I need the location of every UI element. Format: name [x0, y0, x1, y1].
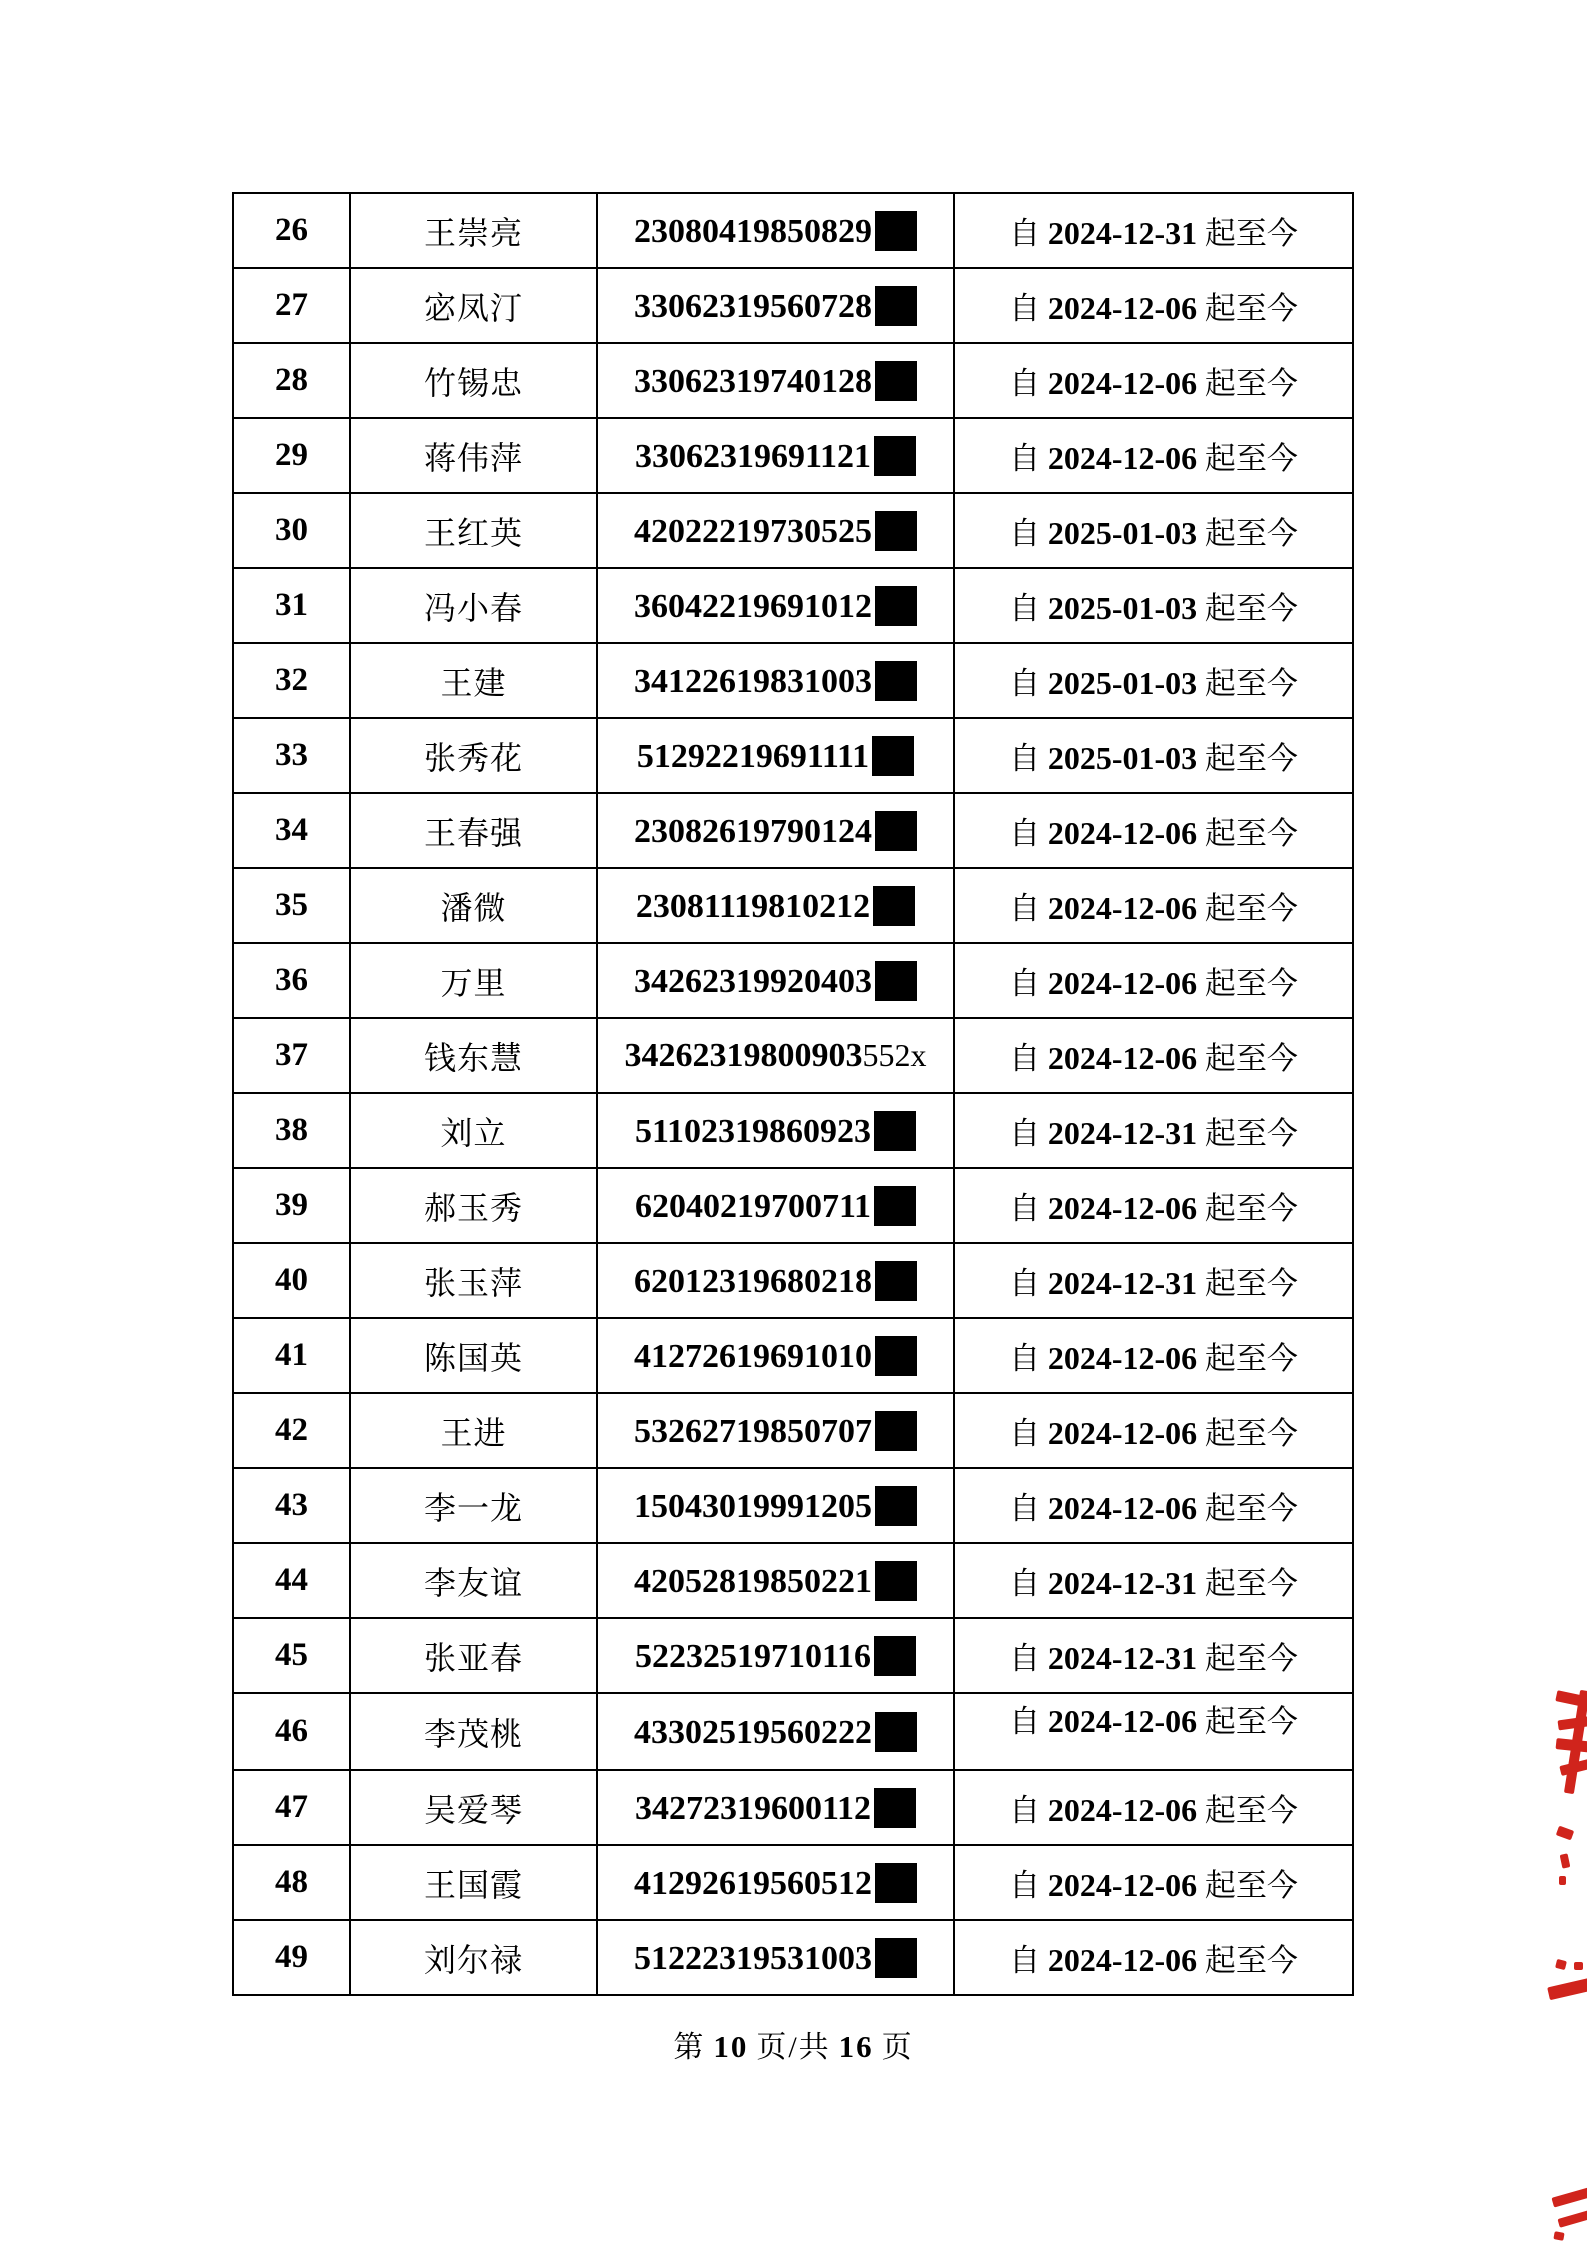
date-suffix: 起至今 — [1197, 816, 1298, 851]
person-name: 王建 — [350, 643, 597, 718]
id-digits: 53262719850707 — [634, 1412, 872, 1450]
id-digits: 36042219691012 — [634, 587, 872, 625]
person-name: 吴爱琴 — [350, 1770, 597, 1845]
redaction-box — [874, 1788, 916, 1828]
date-value: 2024-12-06 — [1047, 1190, 1198, 1226]
id-number-cell — [597, 1018, 954, 1093]
id-number-cell — [597, 868, 954, 943]
date-suffix: 起至今 — [1197, 966, 1298, 1001]
table-row — [233, 1618, 1353, 1693]
table-row — [233, 1243, 1353, 1318]
id-number-cell — [597, 1770, 954, 1845]
date-suffix: 起至今 — [1197, 1704, 1298, 1739]
row-number: 49 — [233, 1920, 350, 1995]
table-row — [233, 268, 1353, 343]
redaction-box — [875, 511, 917, 551]
date-prefix: 自 — [1009, 1868, 1048, 1903]
id-number-cell — [597, 943, 954, 1018]
table-row — [233, 643, 1353, 718]
date-range-cell — [954, 1845, 1353, 1920]
row-number: 43 — [233, 1468, 350, 1543]
row-number: 30 — [233, 493, 350, 568]
id-digits: 33062319560728 — [634, 287, 872, 325]
person-name: 蒋伟萍 — [350, 418, 597, 493]
id-number-cell — [597, 268, 954, 343]
person-name: 郝玉秀 — [350, 1168, 597, 1243]
id-number-cell — [597, 1468, 954, 1543]
id-digits: 33062319691121 — [634, 437, 872, 475]
date-suffix: 起至今 — [1197, 1116, 1298, 1151]
id-digits: 34122619831003 — [634, 662, 872, 700]
date-suffix: 起至今 — [1197, 216, 1298, 251]
date-prefix: 自 — [1009, 291, 1048, 326]
date-value: 2025-01-03 — [1047, 740, 1198, 776]
date-range-cell — [954, 718, 1353, 793]
person-name: 刘尔禄 — [350, 1920, 597, 1995]
date-suffix: 起至今 — [1197, 366, 1298, 401]
table-row — [233, 1845, 1353, 1920]
date-value: 2024-12-06 — [1047, 290, 1198, 326]
table-row — [233, 1093, 1353, 1168]
date-prefix: 自 — [1009, 741, 1048, 776]
row-number: 28 — [233, 343, 350, 418]
date-range-cell — [954, 418, 1353, 493]
row-number: 39 — [233, 1168, 350, 1243]
date-value: 2024-12-06 — [1047, 365, 1198, 401]
date-range-cell — [954, 868, 1353, 943]
redaction-box — [875, 211, 917, 251]
redaction-box — [875, 811, 917, 851]
id-number-cell — [597, 1318, 954, 1393]
person-name: 李友谊 — [350, 1543, 597, 1618]
date-range-cell — [954, 1468, 1353, 1543]
redaction-box — [875, 1712, 917, 1752]
id-number-cell — [597, 493, 954, 568]
table-row — [233, 1468, 1353, 1543]
date-prefix: 自 — [1009, 1266, 1048, 1301]
id-digits: 15043019991205 — [634, 1487, 872, 1525]
date-prefix: 自 — [1009, 591, 1048, 626]
redaction-box — [875, 1863, 917, 1903]
table-row — [233, 568, 1353, 643]
date-range-cell — [954, 343, 1353, 418]
date-value: 2025-01-03 — [1047, 590, 1198, 626]
date-value: 2024-12-06 — [1047, 1792, 1198, 1828]
person-name: 王春强 — [350, 793, 597, 868]
redaction-box — [875, 1938, 917, 1978]
row-number: 41 — [233, 1318, 350, 1393]
person-name: 竹锡忠 — [350, 343, 597, 418]
redaction-box — [875, 1486, 917, 1526]
id-digits: 42052819850221 — [634, 1562, 872, 1600]
row-number: 40 — [233, 1243, 350, 1318]
date-range-cell — [954, 1770, 1353, 1845]
red-seal-fragment — [1557, 1828, 1587, 1888]
redaction-box — [874, 1186, 916, 1226]
table-row — [233, 943, 1353, 1018]
id-number-cell — [597, 1093, 954, 1168]
redaction-box — [872, 736, 914, 776]
id-digits: 62012319680218 — [634, 1262, 872, 1300]
date-prefix: 自 — [1009, 216, 1048, 251]
date-prefix: 自 — [1009, 1641, 1048, 1676]
redaction-box — [874, 1111, 916, 1151]
id-digits: 41292619560512 — [634, 1864, 872, 1902]
id-number-cell — [597, 568, 954, 643]
date-suffix: 起至今 — [1197, 1416, 1298, 1451]
table-row — [233, 1693, 1353, 1770]
date-suffix: 起至今 — [1197, 1943, 1298, 1978]
person-name: 潘微 — [350, 868, 597, 943]
date-suffix: 起至今 — [1197, 516, 1298, 551]
red-seal-fragment — [1548, 1960, 1587, 2012]
row-number: 44 — [233, 1543, 350, 1618]
date-value: 2024-12-06 — [1047, 1340, 1198, 1376]
id-digits: 51292219691111 — [636, 737, 870, 775]
id-number-cell — [597, 1543, 954, 1618]
table-row — [233, 1318, 1353, 1393]
records-table — [232, 192, 1354, 1996]
date-suffix: 起至今 — [1197, 741, 1298, 776]
date-suffix: 起至今 — [1197, 891, 1298, 926]
redaction-box — [875, 1336, 917, 1376]
date-range-cell — [954, 568, 1353, 643]
date-range-cell — [954, 1393, 1353, 1468]
row-number: 42 — [233, 1393, 350, 1468]
date-prefix: 自 — [1009, 1943, 1048, 1978]
person-name: 李茂桃 — [350, 1693, 597, 1770]
date-value: 2024-12-06 — [1047, 1867, 1198, 1903]
id-digits: 34262319800903 — [624, 1036, 863, 1074]
footer-page-number: 10 — [713, 2029, 749, 2064]
date-prefix: 自 — [1009, 966, 1048, 1001]
row-number: 47 — [233, 1770, 350, 1845]
redaction-box — [875, 286, 917, 326]
row-number: 29 — [233, 418, 350, 493]
date-prefix: 自 — [1009, 516, 1048, 551]
table-row — [233, 1920, 1353, 1995]
footer-total-pages: 16 — [838, 2029, 874, 2064]
redaction-box — [874, 1636, 916, 1676]
row-number: 38 — [233, 1093, 350, 1168]
id-number-cell — [597, 343, 954, 418]
date-prefix: 自 — [1009, 816, 1048, 851]
person-name: 陈国英 — [350, 1318, 597, 1393]
person-name: 钱东慧 — [350, 1018, 597, 1093]
row-number: 27 — [233, 268, 350, 343]
date-value: 2025-01-03 — [1047, 515, 1198, 551]
date-suffix: 起至今 — [1197, 1793, 1298, 1828]
date-range-cell — [954, 493, 1353, 568]
footer-word-no: 第 — [673, 2031, 706, 2064]
id-digits: 34262319920403 — [634, 962, 872, 1000]
person-name: 万里 — [350, 943, 597, 1018]
row-number: 37 — [233, 1018, 350, 1093]
id-digits: 42022219730525 — [634, 512, 872, 550]
redaction-box — [875, 1411, 917, 1451]
date-suffix: 起至今 — [1197, 1868, 1298, 1903]
date-range-cell — [954, 193, 1353, 268]
redaction-box — [875, 586, 917, 626]
person-name: 张秀花 — [350, 718, 597, 793]
person-name: 张亚春 — [350, 1618, 597, 1693]
date-prefix: 自 — [1009, 666, 1048, 701]
row-number: 34 — [233, 793, 350, 868]
date-range-cell — [954, 1018, 1353, 1093]
redaction-box — [875, 1561, 917, 1601]
id-number-cell — [597, 193, 954, 268]
table-row — [233, 1543, 1353, 1618]
date-value: 2024-12-06 — [1047, 1703, 1198, 1739]
date-value: 2024-12-06 — [1047, 1415, 1198, 1451]
date-range-cell — [954, 268, 1353, 343]
id-number-cell — [597, 1393, 954, 1468]
date-value: 2024-12-06 — [1047, 440, 1198, 476]
date-range-cell — [954, 1693, 1353, 1770]
date-range-cell — [954, 1168, 1353, 1243]
page-footer — [0, 2022, 1587, 2066]
table-row — [233, 868, 1353, 943]
date-suffix: 起至今 — [1197, 1191, 1298, 1226]
date-prefix: 自 — [1009, 1191, 1048, 1226]
row-number: 46 — [233, 1693, 350, 1770]
table-row — [233, 418, 1353, 493]
date-value: 2024-12-06 — [1047, 890, 1198, 926]
id-number-cell — [597, 1168, 954, 1243]
table-row — [233, 343, 1353, 418]
person-name: 王国霞 — [350, 1845, 597, 1920]
table-row — [233, 1018, 1353, 1093]
table-row — [233, 1393, 1353, 1468]
id-digits: 51102319860923 — [634, 1112, 872, 1150]
id-number-cell — [597, 1618, 954, 1693]
date-value: 2024-12-31 — [1047, 1115, 1198, 1151]
date-range-cell — [954, 1318, 1353, 1393]
id-digits: 52232519710116 — [634, 1637, 872, 1675]
date-range-cell — [954, 1093, 1353, 1168]
date-suffix: 起至今 — [1197, 1041, 1298, 1076]
id-digits: 23082619790124 — [634, 812, 872, 850]
date-range-cell — [954, 793, 1353, 868]
date-suffix: 起至今 — [1197, 291, 1298, 326]
date-prefix: 自 — [1009, 366, 1048, 401]
date-prefix: 自 — [1009, 891, 1048, 926]
id-digits: 62040219700711 — [634, 1187, 872, 1225]
id-digits: 51222319531003 — [634, 1939, 872, 1977]
id-digits: 23080419850829 — [634, 212, 872, 250]
date-prefix: 自 — [1009, 1491, 1048, 1526]
redaction-box — [873, 886, 915, 926]
red-seal-fragment — [1550, 2188, 1587, 2245]
person-name: 李一龙 — [350, 1468, 597, 1543]
id-number-cell — [597, 1243, 954, 1318]
date-value: 2024-12-31 — [1047, 215, 1198, 251]
row-number: 36 — [233, 943, 350, 1018]
date-suffix: 起至今 — [1197, 666, 1298, 701]
date-value: 2024-12-31 — [1047, 1565, 1198, 1601]
redaction-box — [874, 436, 916, 476]
id-digits: 41272619691010 — [634, 1337, 872, 1375]
footer-word-of: 页/共 — [756, 2031, 831, 2064]
row-number: 35 — [233, 868, 350, 943]
id-number-cell — [597, 1920, 954, 1995]
id-number-cell — [597, 793, 954, 868]
id-digits: 23081119810212 — [635, 887, 871, 925]
date-suffix: 起至今 — [1197, 441, 1298, 476]
person-name: 王红英 — [350, 493, 597, 568]
table-row — [233, 193, 1353, 268]
row-number: 45 — [233, 1618, 350, 1693]
table-row — [233, 718, 1353, 793]
id-digits: 33062319740128 — [634, 362, 872, 400]
person-name: 冯小春 — [350, 568, 597, 643]
date-suffix: 起至今 — [1197, 591, 1298, 626]
date-value: 2024-12-06 — [1047, 965, 1198, 1001]
date-suffix: 起至今 — [1197, 1641, 1298, 1676]
person-name: 王崇亮 — [350, 193, 597, 268]
date-value: 2024-12-06 — [1047, 1942, 1198, 1978]
id-digits: 34272319600112 — [634, 1789, 872, 1827]
date-value: 2024-12-06 — [1047, 1040, 1198, 1076]
date-value: 2024-12-31 — [1047, 1265, 1198, 1301]
date-value: 2024-12-06 — [1047, 815, 1198, 851]
id-suffix: 552x — [862, 1036, 927, 1073]
date-value: 2025-01-03 — [1047, 665, 1198, 701]
date-range-cell — [954, 1543, 1353, 1618]
person-name: 宓凤汀 — [350, 268, 597, 343]
date-suffix: 起至今 — [1197, 1491, 1298, 1526]
records-table-body — [233, 193, 1353, 1995]
date-prefix: 自 — [1009, 1416, 1048, 1451]
date-suffix: 起至今 — [1197, 1341, 1298, 1376]
table-row — [233, 793, 1353, 868]
id-number-cell — [597, 418, 954, 493]
redaction-box — [875, 361, 917, 401]
date-prefix: 自 — [1009, 1116, 1048, 1151]
person-name: 王进 — [350, 1393, 597, 1468]
date-prefix: 自 — [1009, 441, 1048, 476]
id-number-cell — [597, 718, 954, 793]
date-range-cell — [954, 643, 1353, 718]
row-number: 33 — [233, 718, 350, 793]
date-prefix: 自 — [1009, 1341, 1048, 1376]
date-range-cell — [954, 1618, 1353, 1693]
red-seal-fragment — [1556, 1688, 1587, 1800]
row-number: 48 — [233, 1845, 350, 1920]
person-name: 张玉萍 — [350, 1243, 597, 1318]
table-row — [233, 1770, 1353, 1845]
date-suffix: 起至今 — [1197, 1566, 1298, 1601]
table-row — [233, 1168, 1353, 1243]
date-prefix: 自 — [1009, 1704, 1048, 1739]
date-prefix: 自 — [1009, 1793, 1048, 1828]
date-prefix: 自 — [1009, 1041, 1048, 1076]
row-number: 26 — [233, 193, 350, 268]
date-range-cell — [954, 1243, 1353, 1318]
id-number-cell — [597, 643, 954, 718]
footer-word-page: 页 — [881, 2031, 914, 2064]
redaction-box — [875, 1261, 917, 1301]
row-number: 31 — [233, 568, 350, 643]
date-value: 2024-12-31 — [1047, 1640, 1198, 1676]
date-range-cell — [954, 943, 1353, 1018]
id-digits: 43302519560222 — [634, 1713, 872, 1751]
date-value: 2024-12-06 — [1047, 1490, 1198, 1526]
row-number: 32 — [233, 643, 350, 718]
person-name: 刘立 — [350, 1093, 597, 1168]
id-number-cell — [597, 1693, 954, 1770]
date-range-cell — [954, 1920, 1353, 1995]
date-suffix: 起至今 — [1197, 1266, 1298, 1301]
id-number-cell — [597, 1845, 954, 1920]
table-row — [233, 493, 1353, 568]
redaction-box — [875, 661, 917, 701]
redaction-box — [875, 961, 917, 1001]
date-prefix: 自 — [1009, 1566, 1048, 1601]
